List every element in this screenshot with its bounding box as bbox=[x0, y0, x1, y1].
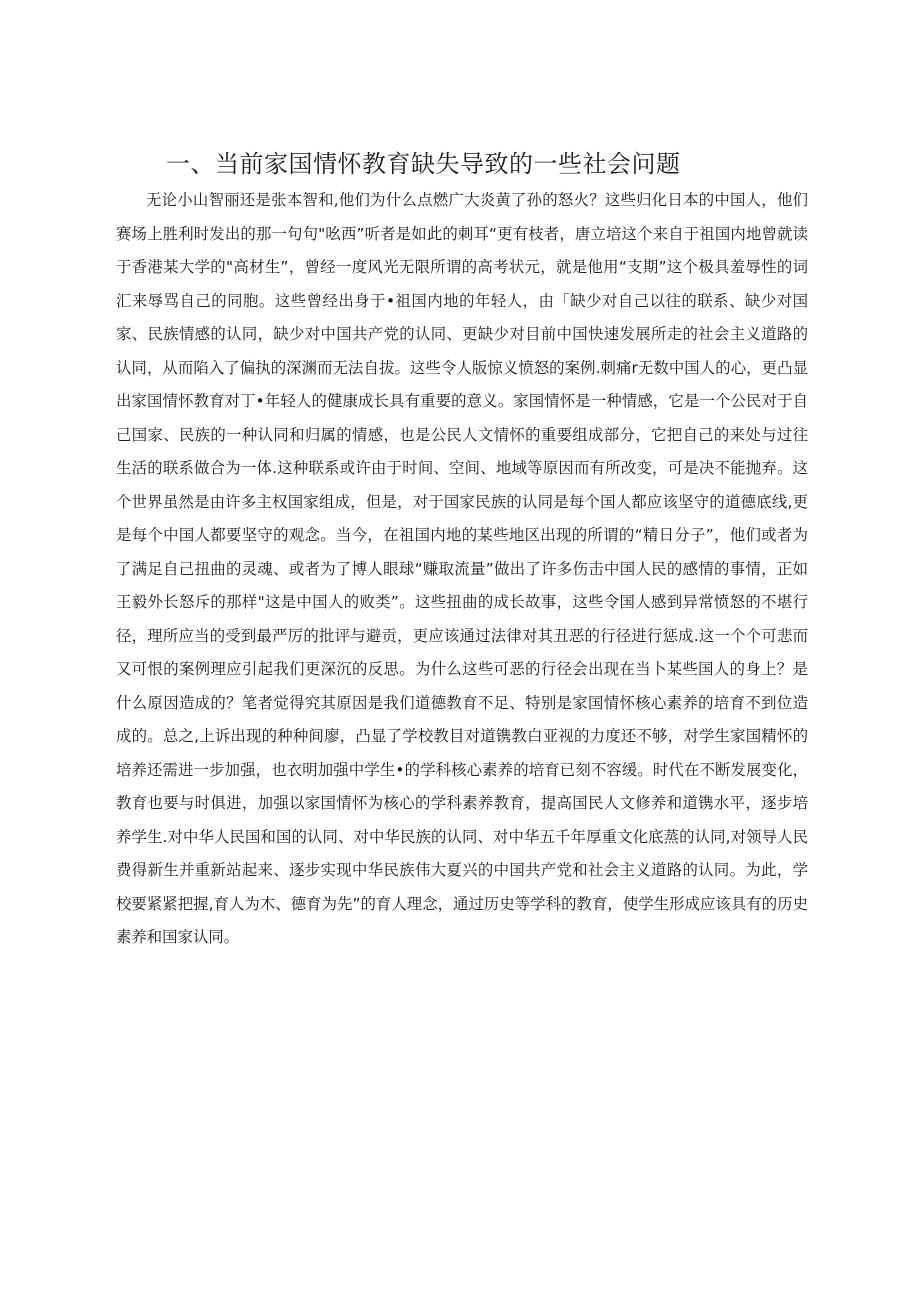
document-body bbox=[116, 184, 808, 955]
body-paragraph: 无论小山智丽还是张本智和,他们为什么点燃广大炎黄了孙的怒火？这些归化日本的中国人，他们赛场上胜利时发出的那一句句"吆西”听者是如此的刺耳“更有枝者，唐立培这个来自于祖国内地曾就读于香港某大学的"高材生”，曾经一度风光无限所谓的高考状元，就是他用“支期”这个极具羞辱性的词汇来辱骂自己的同胞。这些曾经出身于•祖国内地的年轻人，由「缺少对自己以往的联系、缺少对国家、民族情感的认同，缺少对中国共产党的认同、更缺少对目前中国快速发展所走的社会主义道路的认同，从而陷入了偏执的深渊而无法自拔。这些令人版惊义愤怒的案例.刺痛r无数中国人的心，更凸显出家国情怀教育对丁•年轻人的健康成长具有重要的意义。家国情怀是一种情感，它是一个公民对于自己国家、民族的一种认同和归属的情感，也是公民人文情怀的重要组成部分，它把自己的来处与过往生活的联系做合为一体.这种联系或许由于时间、空间、地域等原因而有所改变，可是决不能抛弃。这个世界虽然是由许多主权国家组成，但是，对于国家民族的认同是每个国人都应该坚守的道德底线,更是每个中国人都要坚守的观念。当今，在祖国内地的某些地区出现的所谓的“精日分子”，他们或者为了满足自己扭曲的灵魂、或者为了博人眼球“赚取流量”做出了许多伤击中国人民的感情的事情，正如王毅外长怒斥的那样"这是中国人的败类”。这些扭曲的成长故事，这些令国人感到异常愤怒的不堪行径，理所应当的受到最严厉的批评与避贡，更应该通过法律对其丑恶的行径进行惩成.这一个个可悲而又可恨的案例理应引起我们更深沉的反思。为什么这些可恶的行径会出现在当卜某些国人的身上？是什么原因造成的？笔者觉得究其原因是我们道德教育不足、特别是家国情怀核心素养的培育不到位造成的。总之,上诉出现的种种间廖，凸显了学校教目对道镌教白亚视的力度还不够，对学生家国精怀的培养还需进一步加强，也衣明加强中学生•的学科核心素养的培育已刻不容缓。时代在不断发展变化，教育也要与时俱进，加强以家国情怀为核心的学科素养教育，提高国民人文修养和道镌水平，逐步培养学生.对中华人民国和国的认同、对中华民族的认同、对中华五千年厚重文化底蒸的认同,对领导人民费得新生并重新站起来、逐步实现中华民族伟大夏兴的中国共产党和社会主义道路的认同。为此，学校要紧紧把握,育人为木、德育为先”的育人理念，通过历史等学科的教育，使学生形成应该具有的历史素养和国家认同。 bbox=[116, 191, 808, 946]
section-title: 一、当前家国情怀教育缺失导致的一些社会问题 bbox=[166, 150, 681, 178]
